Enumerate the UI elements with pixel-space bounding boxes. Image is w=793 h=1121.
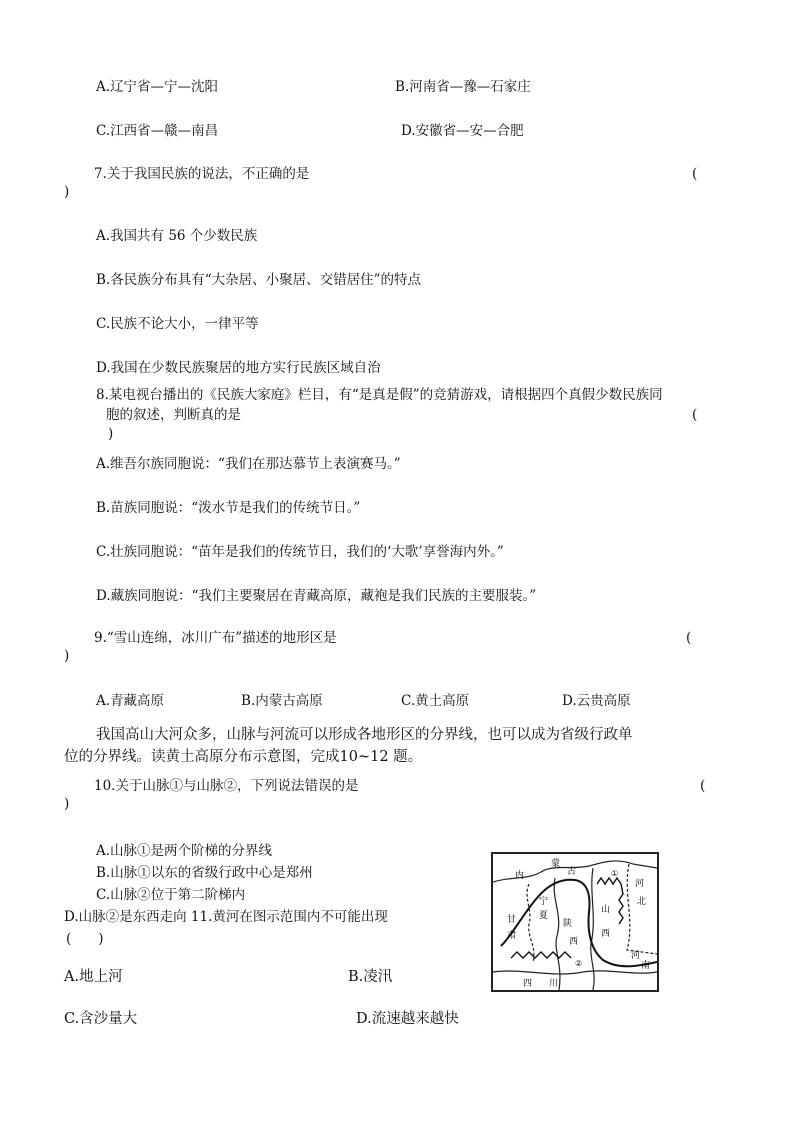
map-label-nan: 南	[641, 961, 651, 971]
q8-option-a: A.维吾尔族同胞说：“我们在那达慕节上表演赛马。”	[96, 456, 401, 472]
q8-stem-line2: 胞的叙述，判断真的是	[106, 407, 241, 423]
q7-paren-close: )	[64, 184, 70, 200]
q8-option-d: D.藏族同胞说：“我们主要聚居在青藏高原，藏袍是我们民族的主要服装。”	[96, 588, 537, 604]
q10-option-b: B.山脉①以东的省级行政中心是郑州	[96, 865, 313, 881]
map-label-si: 四	[523, 979, 533, 989]
map-label-chuan: 川	[549, 979, 559, 989]
q6-option-c: C.江西省—赣—南昌	[96, 123, 219, 139]
map-label-nei: 内	[515, 871, 525, 881]
q9-option-b: B.内蒙古高原	[241, 693, 323, 709]
q9-option-a: A.青藏高原	[96, 693, 165, 709]
q6-option-a: A.辽宁省—宁—沈阳	[96, 79, 219, 95]
map-label-shaan: 陕	[563, 919, 573, 929]
map-label-gan: 甘	[507, 915, 517, 925]
map-label-xi1: 西	[601, 929, 611, 939]
map-figure	[493, 854, 657, 990]
q9-option-d: D.云贵高原	[562, 693, 631, 709]
q7-option-b: B.各民族分布具有“大杂居、小聚居、交错居住”的特点	[96, 272, 422, 288]
map-boundary-ningxia	[527, 884, 534, 962]
map-label-xi2: 西	[569, 937, 579, 947]
map-boundary-shaanxi	[554, 878, 560, 990]
q11-option-a: A.地上河	[64, 969, 123, 985]
q9-paren-close: )	[64, 648, 70, 664]
mountain-range-2	[511, 952, 571, 958]
map-label-gu: 古	[567, 867, 577, 877]
q10-paren-close: )	[64, 796, 70, 812]
q11-option-d: D.流速越来越快	[356, 1011, 459, 1027]
q11-option-b: B.凌汛	[348, 969, 393, 985]
q10-option-d-q11-stem: D.山脉②是东西走向 11.黄河在图示范围内不可能出现	[64, 909, 388, 925]
map-label-shan: 山	[601, 905, 611, 915]
map-label-he1: 河	[635, 879, 645, 889]
passage-line1: 我国高山大河众多，山脉与河流可以形成各地形区的分界线，也可以成为省级行政单	[96, 727, 633, 743]
map-label-mountain-1: ①	[611, 869, 619, 878]
q8-paren-close: )	[108, 426, 114, 442]
q10-paren-open: (	[700, 778, 706, 794]
passage-line2: 位的分界线。读黄土高原分布示意图，完成10~12 题。	[64, 749, 423, 765]
q7-stem: 7.关于我国民族的说法，不正确的是	[94, 166, 310, 182]
q6-option-d: D.安徽省—安—合肥	[401, 123, 524, 139]
q8-paren-open: (	[692, 407, 698, 423]
q8-option-c: C.壮族同胞说：“苗年是我们的传统节日，我们的‘大歌’享誉海内外。”	[96, 544, 504, 560]
q7-option-d: D.我国在少数民族聚居的地方实行民族区域自治	[96, 360, 381, 376]
q10-option-c: C.山脉②位于第二阶梯内	[96, 887, 246, 903]
loess-plateau-map	[491, 852, 659, 992]
q8-stem-line1: 8.某电视台播出的《民族大家庭》栏目，有“是真是假”的竞猜游戏，请根据四个真假少数民族同	[96, 387, 663, 403]
q9-stem: 9.“雪山连绵，冰川广布”描述的地形区是	[94, 630, 337, 646]
q9-option-c: C.黄土高原	[401, 693, 470, 709]
map-label-he2: 河	[631, 951, 641, 961]
map-label-su: 肃	[507, 931, 517, 941]
q10-stem: 10.关于山脉①与山脉②，下列说法错误的是	[94, 778, 359, 794]
q9-paren-open: (	[686, 630, 692, 646]
q11-option-c: C.含沙量大	[64, 1011, 138, 1027]
q6-option-b: B.河南省—豫—石家庄	[395, 79, 531, 95]
mountain-range-1	[597, 878, 623, 924]
map-label-meng: 蒙	[551, 859, 561, 869]
q11-paren: ( )	[66, 931, 104, 947]
map-label-bei: 北	[637, 897, 647, 907]
map-label-ning: 宁	[539, 897, 549, 907]
q7-paren-open: (	[692, 166, 698, 182]
q7-option-c: C.民族不论大小，一律平等	[96, 316, 259, 332]
q8-option-b: B.苗族同胞说：“泼水节是我们的传统节日。”	[96, 500, 361, 516]
q10-option-a: A.山脉①是两个阶梯的分界线	[96, 843, 273, 859]
map-label-xia: 夏	[539, 911, 549, 921]
map-label-mountain-2: ②	[575, 959, 583, 968]
q7-option-a: A.我国共有 56 个少数民族	[96, 228, 258, 244]
map-boundary-south	[493, 971, 657, 974]
map-boundary-hebei	[627, 864, 657, 954]
